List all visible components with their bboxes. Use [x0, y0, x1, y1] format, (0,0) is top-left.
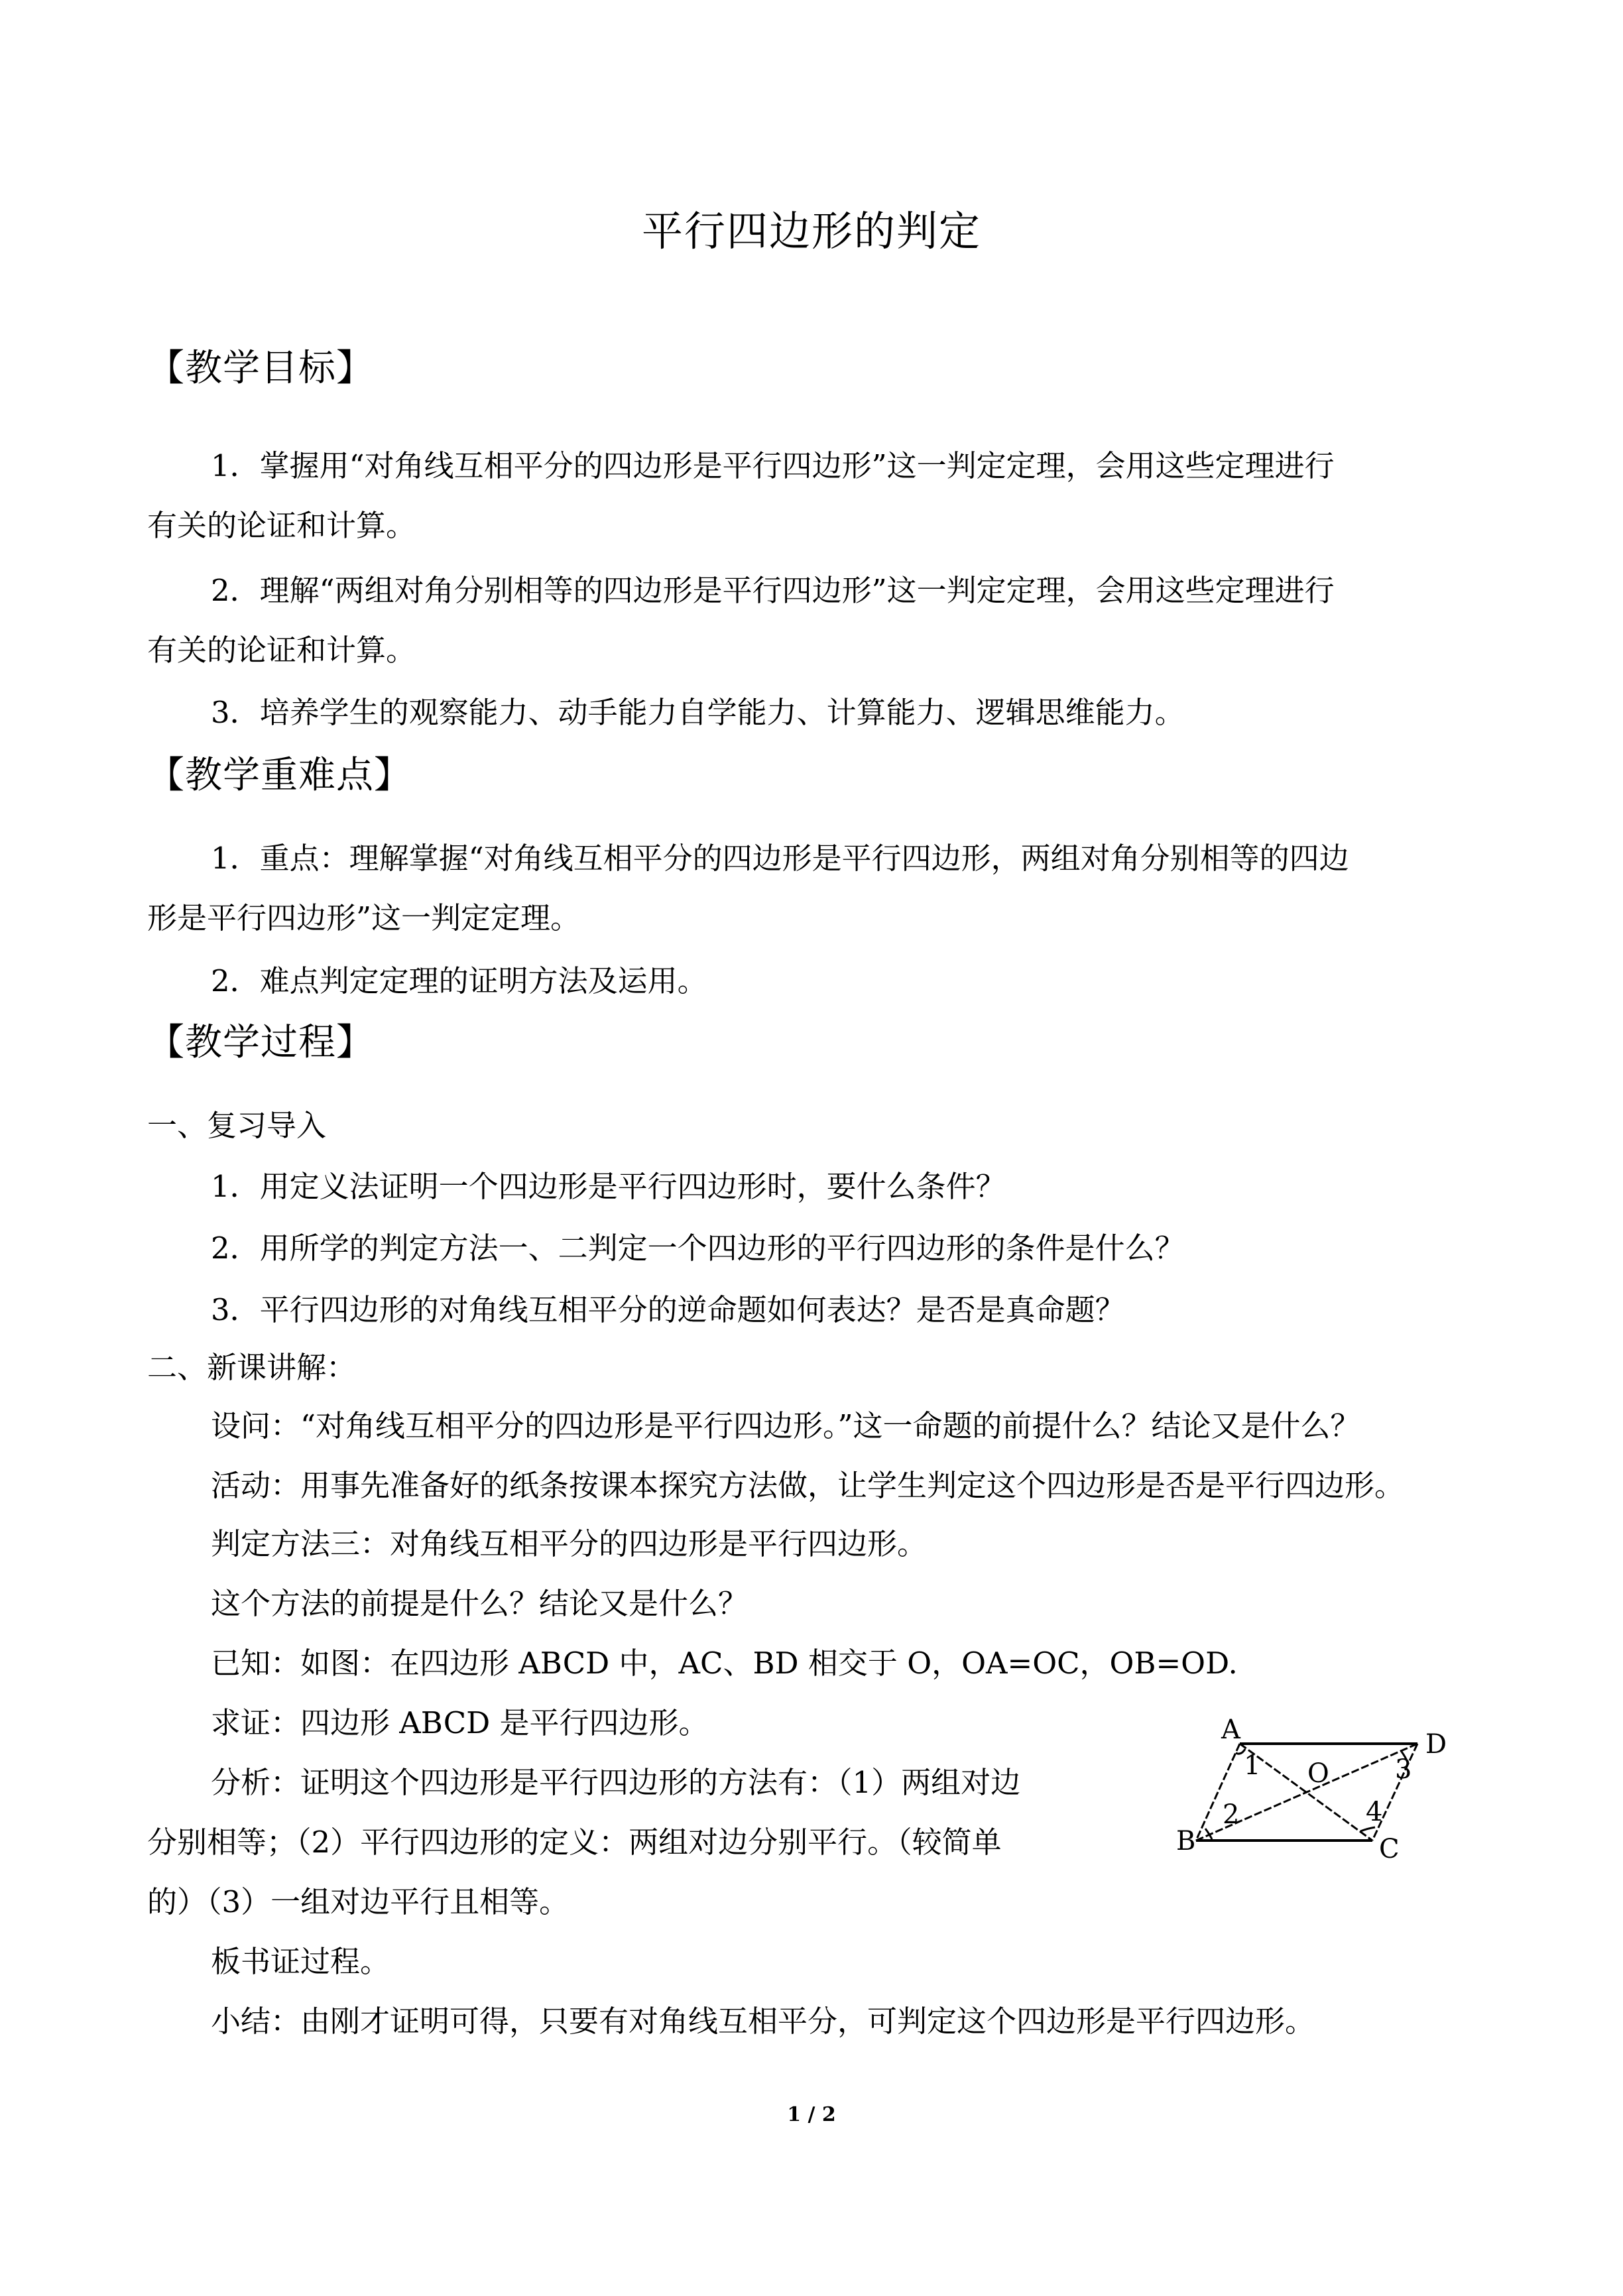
part2-heading: 二、新课讲解： [147, 1350, 357, 1385]
objective-1-line1: 1．掌握用“对角线互相平分的四边形是平行四边形”这一判定定理，会用这些定理进行 [211, 448, 1335, 483]
lesson-activity: 活动：用事先准备好的纸条按课本探究方法做，让学生判定这个四边形是否是平行四边形。 [211, 1468, 1405, 1503]
angle-label-4: 4 [1366, 1797, 1383, 1827]
section-heading-process: 【教学过程】 [147, 1021, 374, 1064]
center-label-o: O [1307, 1758, 1329, 1789]
lesson-board: 板书证过程。 [211, 1944, 391, 1979]
lesson-question: 设问：“对角线互相平分的四边形是平行四边形。”这一命题的前提什么？结论又是什么？ [211, 1408, 1360, 1443]
key-point-1-line1: 1．重点：理解掌握“对角线互相平分的四边形是平行四边形，两组对角分别相等的四边 [211, 841, 1349, 876]
objective-2-line2: 有关的论证和计算。 [147, 633, 416, 668]
parallelogram-diagram [1166, 1709, 1471, 1862]
angle-label-1: 1 [1244, 1750, 1261, 1781]
lesson-given: 已知：如图：在四边形 ABCD 中，AC、BD 相交于 O，OA=OC，OB=OD. [211, 1646, 1238, 1681]
vertex-label-a: A [1221, 1715, 1240, 1745]
angle-label-2: 2 [1223, 1799, 1240, 1830]
vertex-label-d: D [1425, 1729, 1447, 1760]
section-heading-key-points: 【教学重难点】 [147, 754, 412, 797]
lesson-premise-question: 这个方法的前提是什么？结论又是什么？ [211, 1586, 749, 1621]
part1-heading: 一、复习导入 [147, 1108, 327, 1143]
lesson-analysis-line2: 分别相等；（2）平行四边形的定义：两组对边分别平行。（较简单 [147, 1825, 1002, 1860]
lesson-analysis-line3: 的）（3）一组对边平行且相等。 [147, 1884, 570, 1919]
review-question-1: 1．用定义法证明一个四边形是平行四边形时，要什么条件？ [211, 1169, 1006, 1204]
section-heading-objectives: 【教学目标】 [147, 347, 374, 390]
objective-3: 3．培养学生的观察能力、动手能力自学能力、计算能力、逻辑思维能力。 [211, 695, 1185, 730]
objective-2-line1: 2．理解“两组对角分别相等的四边形是平行四边形”这一判定定理，会用这些定理进行 [211, 573, 1335, 608]
lesson-method-3: 判定方法三：对角线互相平分的四边形是平行四边形。 [211, 1526, 928, 1561]
review-question-2: 2．用所学的判定方法一、二判定一个四边形的平行四边形的条件是什么？ [211, 1231, 1185, 1266]
angle-label-3: 3 [1395, 1754, 1412, 1785]
vertex-label-c: C [1379, 1834, 1400, 1862]
key-point-2: 2．难点判定定理的证明方法及运用。 [211, 963, 707, 998]
key-point-1-line2: 形是平行四边形”这一判定定理。 [147, 900, 581, 936]
objective-1-line2: 有关的论证和计算。 [147, 508, 416, 543]
page-title: 平行四边形的判定 [641, 207, 981, 255]
vertex-label-b: B [1176, 1826, 1196, 1856]
lesson-prove: 求证：四边形 ABCD 是平行四边形。 [211, 1705, 709, 1740]
lesson-analysis-line1: 分析：证明这个四边形是平行四边形的方法有：（1）两组对边 [211, 1765, 1021, 1800]
lesson-summary: 小结：由刚才证明可得，只要有对角线互相平分，可判定这个四边形是平行四边形。 [211, 2004, 1315, 2039]
page-number: 1 / 2 [787, 2103, 836, 2126]
review-question-3: 3．平行四边形的对角线互相平分的逆命题如何表达？是否是真命题？ [211, 1292, 1125, 1327]
